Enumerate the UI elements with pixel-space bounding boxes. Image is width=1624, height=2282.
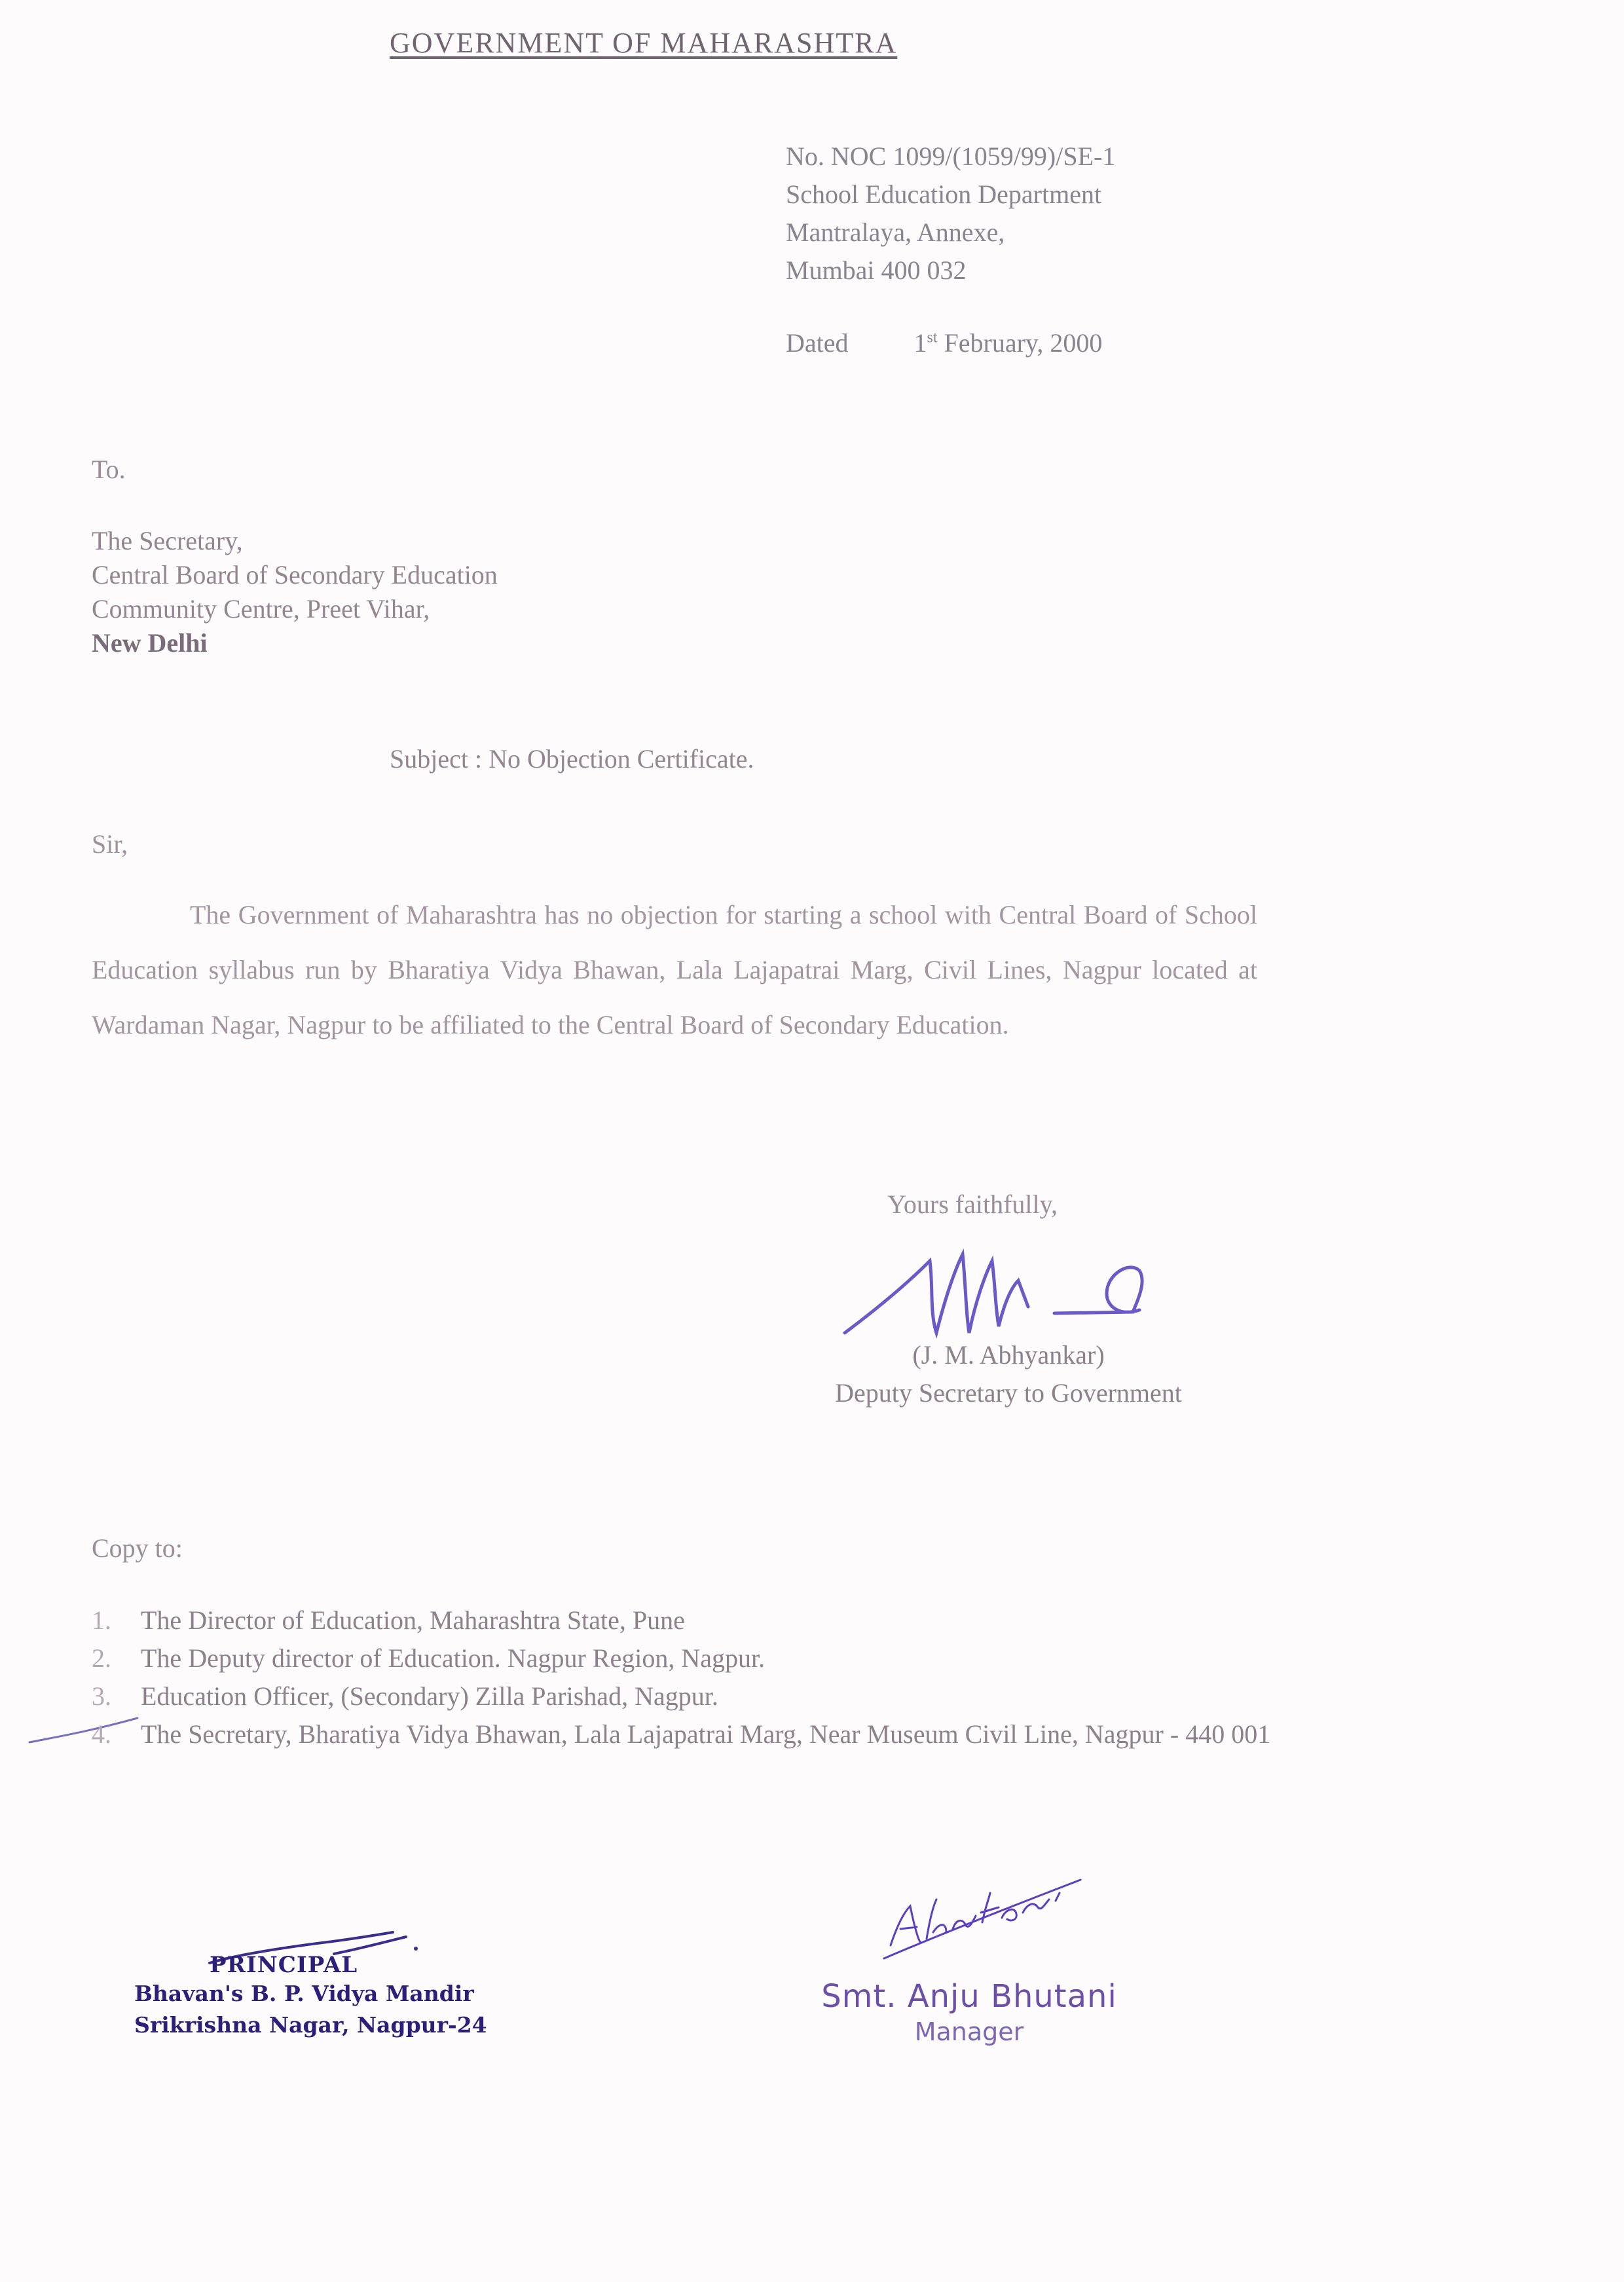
addressee-line-4: New Delhi <box>92 628 208 658</box>
reference-number: No. NOC 1099/(1059/99)/SE-1 <box>786 141 1116 171</box>
date-line <box>786 327 1102 358</box>
date-day: 1 <box>913 328 927 358</box>
department-name: School Education Department <box>786 179 1102 209</box>
closing-line: Yours faithfully, <box>887 1189 1058 1219</box>
building-name: Mantralaya, Annexe, <box>786 217 1005 247</box>
principal-stamp-title: PRINCIPAL <box>210 1952 358 1978</box>
manager-signature-icon <box>877 1867 1087 1965</box>
letter-heading: GOVERNMENT OF MAHARASHTRA <box>390 27 898 59</box>
dated-label: Dated <box>786 328 849 358</box>
to-label: To. <box>92 455 126 484</box>
list-item-number: 4. <box>92 1719 111 1749</box>
copy-to-label: Copy to: <box>92 1533 183 1563</box>
salutation: Sir, <box>92 829 128 859</box>
list-item <box>92 1639 1336 1677</box>
date-rest: February, 2000 <box>944 328 1103 358</box>
subject-line: Subject : No Objection Certificate. <box>390 744 754 774</box>
addressee-line-1: The Secretary, <box>92 526 243 555</box>
body-paragraph: The Government of Maharashtra has no objection for starting a school with Central Board of School Education syllabus run by Bharatiya Vidya Bhawan, Lala Lajapatrai Marg, Civil Lines, Nagpur located at Wardaman Nagar, Nagpur to be affiliated to the Central Board of Secondary Education. <box>92 900 1257 1039</box>
manager-role: Manager <box>914 2017 1024 2046</box>
signer-block <box>786 1336 1231 1412</box>
list-item-text: Education Officer, (Secondary) Zilla Parishad, Nagpur. <box>141 1681 718 1711</box>
list-item <box>92 1715 1336 1753</box>
list-item <box>92 1601 1336 1639</box>
principal-stamp-line-1: Bhavan's B. P. Vidya Mandir <box>134 1981 474 2006</box>
date-suffix: st <box>927 329 938 346</box>
list-item-text: The Secretary, Bharatiya Vidya Bhawan, Lala Lajapatrai Marg, Near Museum Civil Line, Nagpur - 440 001 <box>141 1719 1271 1749</box>
list-item-number: 1. <box>92 1605 111 1635</box>
reference-block <box>786 138 1115 290</box>
addressee-block <box>92 524 498 660</box>
list-item-text: The Director of Education, Maharashtra State, Pune <box>141 1605 685 1635</box>
list-item <box>92 1677 1336 1715</box>
copy-list <box>92 1601 1336 1753</box>
list-item-number: 2. <box>92 1643 111 1673</box>
signer-title: Deputy Secretary to Government <box>835 1378 1182 1408</box>
principal-stamp-line-2: Srikrishna Nagar, Nagpur-24 <box>134 2012 487 2038</box>
addressee-line-3: Community Centre, Preet Vihar, <box>92 594 430 624</box>
principal-stamp <box>134 1952 553 2041</box>
city-line: Mumbai 400 032 <box>786 255 967 285</box>
manager-name: Smt. Anju Bhutani <box>821 1978 1117 2015</box>
addressee-line-2: Central Board of Secondary Education <box>92 560 498 589</box>
signer-name: (J. M. Abhyankar) <box>912 1340 1105 1370</box>
manager-stamp <box>786 1978 1153 2046</box>
list-item-number: 3. <box>92 1681 111 1711</box>
list-item-text: The Deputy director of Education. Nagpur Region, Nagpur. <box>141 1643 766 1673</box>
